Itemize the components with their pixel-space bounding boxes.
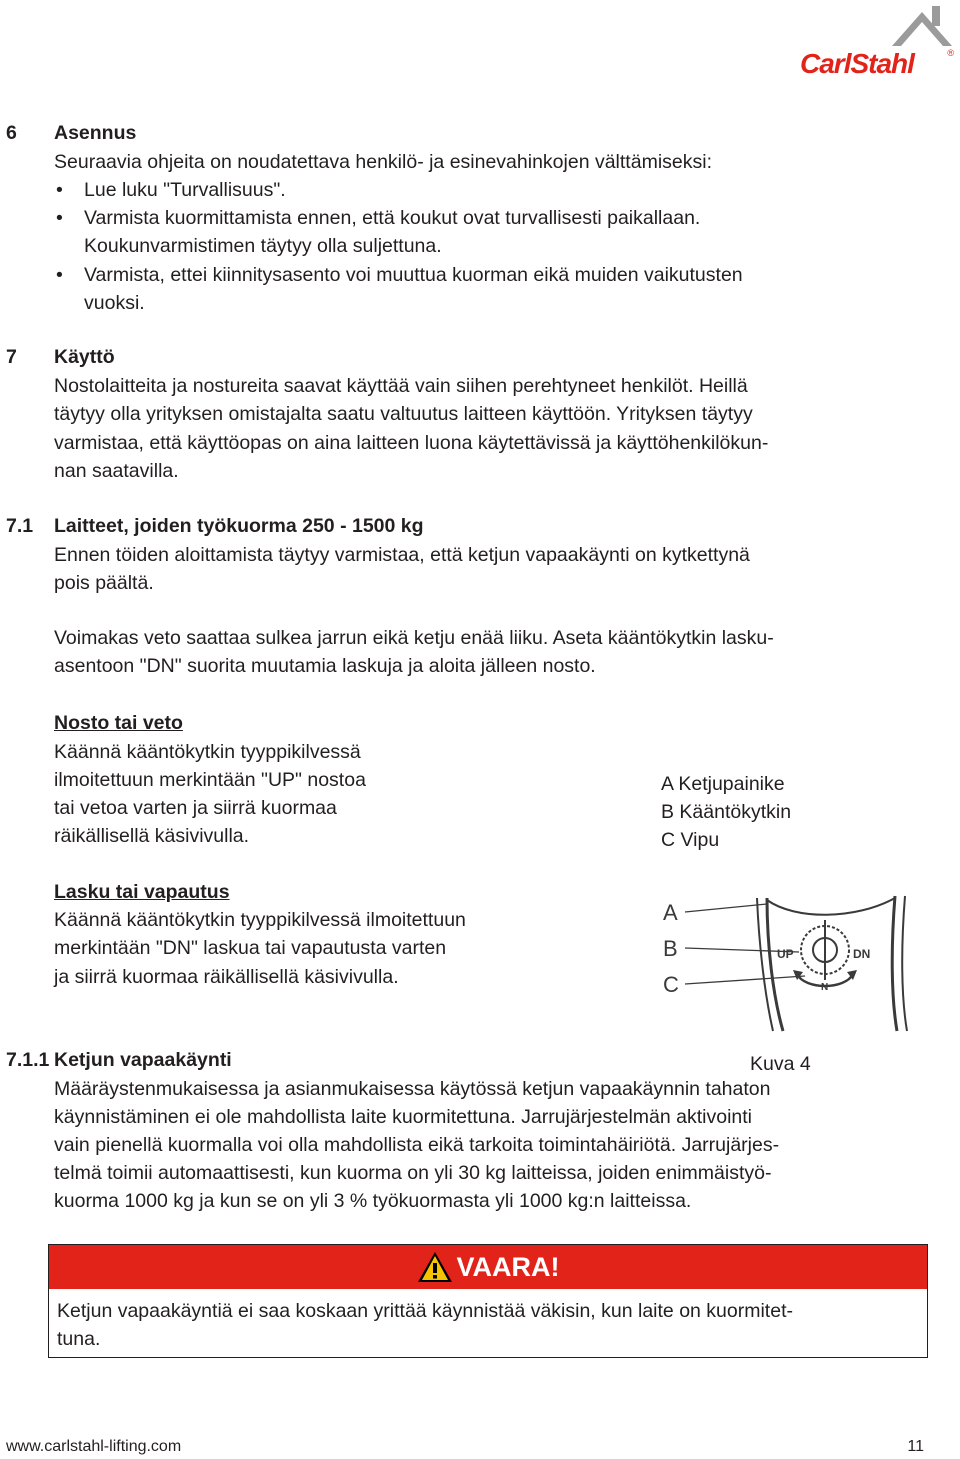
bullet-icon: • — [56, 207, 63, 229]
footer-url: www.carlstahl-lifting.com — [6, 1438, 182, 1455]
warning-line-2: tuna. — [57, 1328, 101, 1350]
section-7-1-1-line-2: käynnistäminen ei ole mahdollista laite kuormitettuna. Jarrujärjestelmän aktivointi — [54, 1106, 753, 1128]
section-6-bullet-3b: vuoksi. — [84, 292, 145, 314]
legend-c: C Vipu — [661, 829, 720, 851]
section-7-line-3: varmistaa, että käyttöopas on aina laitteen luona käytettävissä ja käyttöhenkilökun- — [54, 432, 769, 454]
figure-dn-text: DN — [853, 947, 871, 961]
section-7-1-line-3: Voimakas veto saattaa sulkea jarrun eikä ketju enää liiku. Aseta kääntökytkin lasku- — [54, 627, 774, 649]
nosto-line-1: Käännä kääntökytkin tyyppikilvessä — [54, 741, 361, 763]
section-6-bullet-1: Lue luku "Turvallisuus". — [84, 179, 286, 201]
section-6-title: Asennus — [54, 122, 137, 144]
bullet-icon: • — [56, 179, 63, 201]
logo-text: CarlStahl — [800, 48, 914, 79]
figure-label-c: C — [663, 972, 679, 997]
warning-text — [57, 1297, 793, 1353]
warning-line-1: Ketjun vapaakäyntiä ei saa koskaan yrittää käynnistää väkisin, kun laite on kuormitet- — [57, 1300, 793, 1322]
section-7-1-title: Laitteet, joiden työkuorma 250 - 1500 kg — [54, 515, 424, 537]
logo-registered-mark: ® — [947, 48, 954, 58]
switch-figure — [655, 886, 925, 1036]
figure-n-text: N — [821, 982, 829, 993]
nosto-line-2: ilmoitettuun merkintään "UP" nostoa — [54, 769, 366, 791]
figure-label-a: A — [663, 900, 678, 925]
section-7-1-1-title: Ketjun vapaakäynti — [54, 1049, 232, 1071]
bullet-icon: • — [56, 264, 63, 286]
page-number: 11 — [907, 1438, 924, 1455]
carlstahl-logo — [800, 4, 952, 80]
lasku-line-2: merkintään "DN" laskua tai vapautusta varten — [54, 937, 447, 959]
section-7-line-1: Nostolaitteita ja nostureita saavat käyttää vain siihen perehtyneet henkilöt. Heillä — [54, 375, 748, 397]
section-7-1-line-2: pois päältä. — [54, 572, 154, 594]
section-6-intro: Seuraavia ohjeita on noudatettava henkilö- ja esinevahinkojen välttämiseksi: — [54, 151, 712, 173]
switch-diagram — [655, 886, 925, 1036]
section-6-bullet-3a: Varmista, ettei kiinnitysasento voi muuttua kuorman eikä muiden vaikutusten — [84, 264, 743, 286]
figure-up-text: UP — [777, 947, 794, 961]
section-6-bullet-2b: Koukunvarmistimen täytyy olla suljettuna. — [84, 235, 442, 257]
section-7-1-line-1: Ennen töiden aloittamista täytyy varmistaa, että ketjun vapaakäynti on kytkettynä — [54, 544, 750, 566]
legend-a: A Ketjupainike — [661, 773, 785, 795]
section-6-bullet-2a: Varmista kuormittamista ennen, että koukut ovat turvallisesti paikallaan. — [84, 207, 701, 229]
lasku-title: Lasku tai vapautus — [54, 881, 230, 903]
section-6-number: 6 — [6, 122, 17, 144]
warning-title: VAARA! — [456, 1251, 560, 1282]
nosto-line-3: tai vetoa varten ja siirrä kuormaa — [54, 797, 337, 819]
lasku-line-3: ja siirrä kuormaa räikällisellä käsivivulla. — [54, 966, 399, 988]
section-7-1-1-line-4: telmä toimii automaattisesti, kun kuorma on yli 30 kg laitteissa, joiden enimmäistyö- — [54, 1162, 772, 1184]
figure-label-b: B — [663, 936, 678, 961]
nosto-line-4: räikällisellä käsivivulla. — [54, 825, 250, 847]
nosto-title: Nosto tai veto — [54, 712, 183, 734]
section-7-1-line-4: asentoon "DN" suorita muutamia laskuja ja aloita jälleen nosto. — [54, 655, 596, 677]
section-7-1-1-line-3: vain pienellä kuormalla voi olla mahdollista eikä tarkoita toimintahäiriötä. Jarrujärjes- — [54, 1134, 780, 1156]
warning-triangle-icon — [417, 1251, 453, 1283]
lasku-line-1: Käännä kääntökytkin tyyppikilvessä ilmoitettuun — [54, 909, 466, 931]
section-7-line-4: nan saatavilla. — [54, 460, 179, 482]
legend-b: B Kääntökytkin — [661, 801, 792, 823]
section-7-1-1-number: 7.1.1 — [6, 1049, 50, 1071]
section-7-title: Käyttö — [54, 346, 115, 368]
section-7-line-2: täytyy olla yrityksen omistajalta saatu valtuutus laitteen käyttöön. Yrityksen täytyy — [54, 403, 753, 425]
section-7-1-1-line-1: Määräystenmukaisessa ja asianmukaisessa käytössä ketjun vapaakäynnin tahaton — [54, 1078, 771, 1100]
roof-icon — [888, 4, 952, 50]
section-7-1-1-line-5: kuorma 1000 kg ja kun se on yli 3 % työkuormasta yli 1000 kg:n laitteissa. — [54, 1190, 692, 1212]
section-7-1-number: 7.1 — [6, 515, 34, 537]
section-7-number: 7 — [6, 346, 17, 368]
warning-header — [49, 1245, 927, 1289]
warning-box — [48, 1244, 928, 1358]
figure-caption: Kuva 4 — [750, 1053, 811, 1075]
